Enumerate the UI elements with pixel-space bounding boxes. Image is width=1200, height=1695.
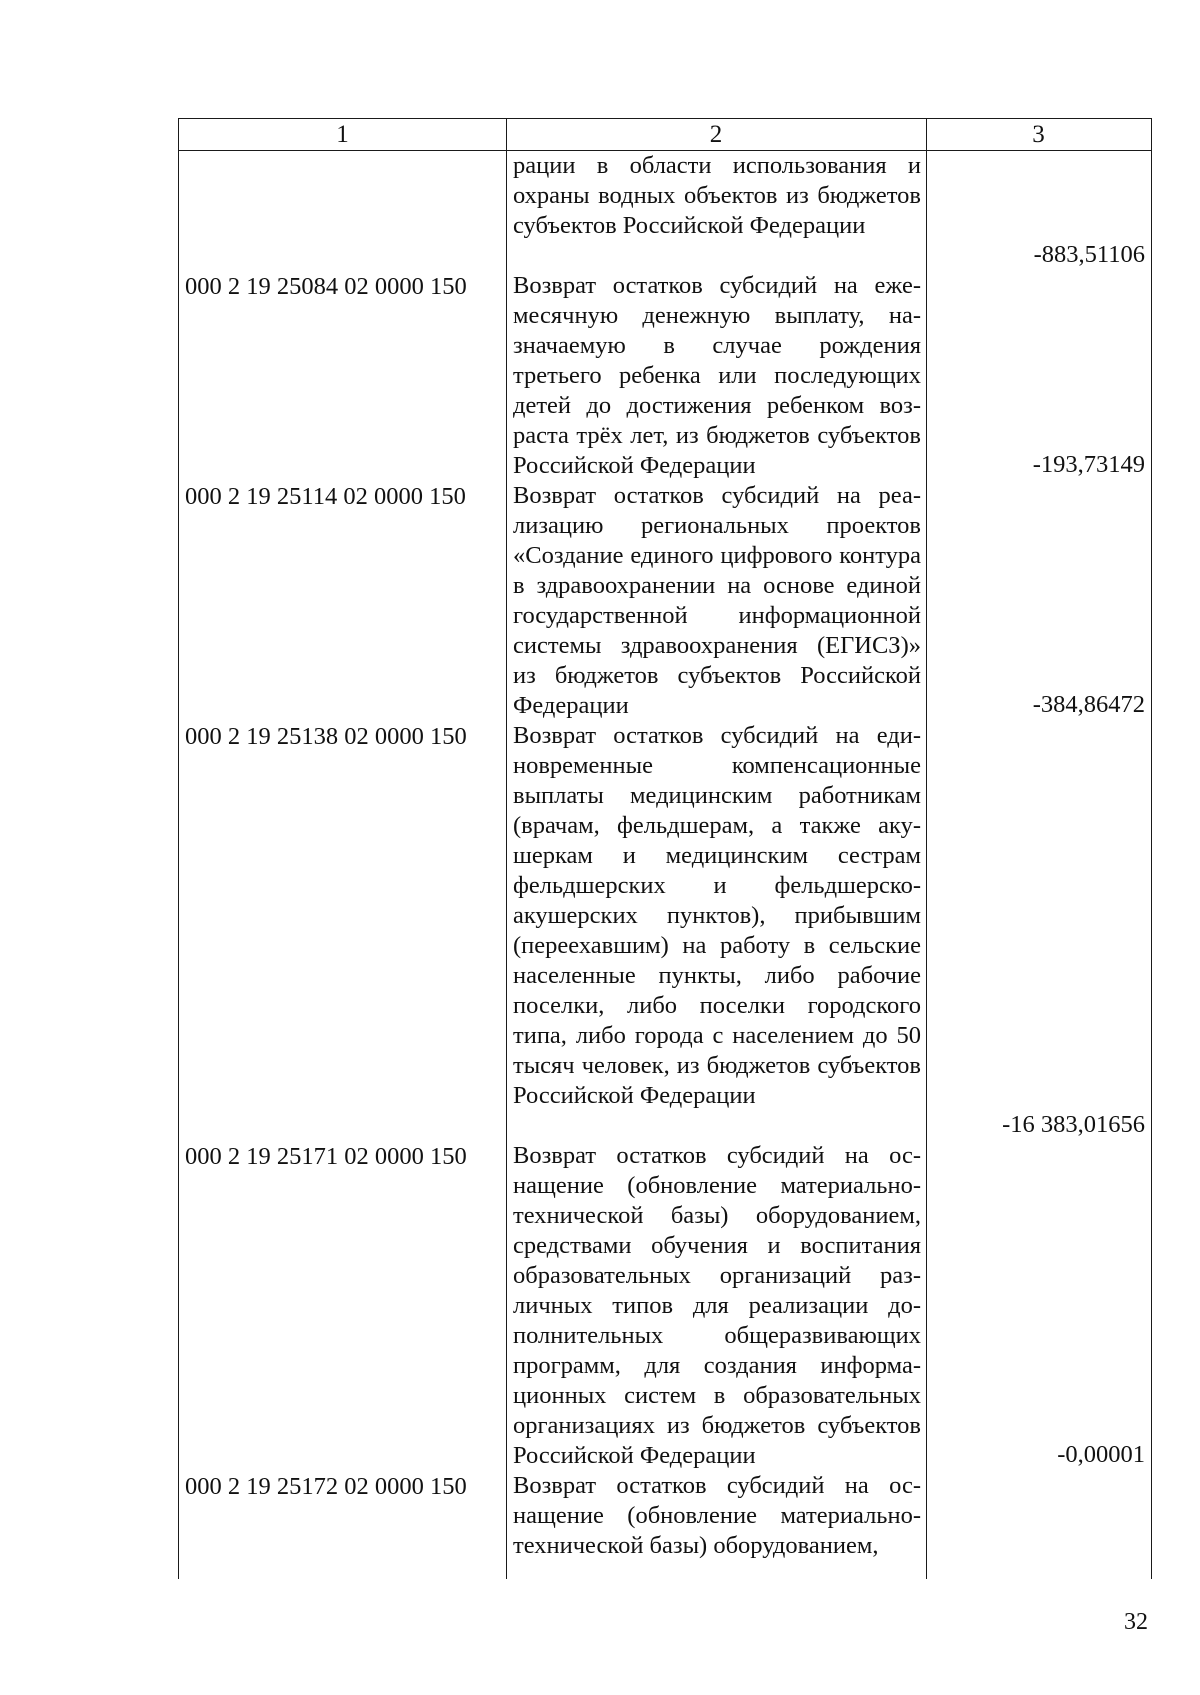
row-code: 000 2 19 25138 02 0000 150 [185,723,467,750]
row-amount: -883,51106 [1033,241,1145,268]
column-header-1: 1 [336,121,349,148]
row-amount: -16 383,01656 [1002,1111,1145,1138]
row-code: 000 2 19 25172 02 0000 150 [185,1473,467,1500]
column-divider-2 [926,119,927,1579]
row-code: 000 2 19 25171 02 0000 150 [185,1143,467,1170]
row-description: Возврат остатков субсидий на реализацию региональных проектов «Создание единого цифрового контура в здравоохранении на основе единой государственной информационной системы здравоохранения (ЕГИСЗ)» из бюджетов субъектов Российской Федерации [513,482,921,719]
budget-table [178,118,1152,1579]
row-code: 000 2 19 25084 02 0000 150 [185,273,467,300]
row-description: Возврат остатков субсидий на оснащение (обновление материально-технической базы) оборудованием, средствами обучения и воспитания образовательных организаций различных типов для реализации дополнительных общеразвивающих программ, для создания информационных систем в образовательных организациях из бюджетов субъектов Российской Федерации [513,1142,921,1469]
row-description: Возврат остатков субсидий на ежемесячную денежную выплату, назначаемую в случае рождения третьего ребенка или последующих детей до достижения ребенком возраста трёх лет, из бюджетов субъектов Российской Федерации [513,272,921,479]
column-divider-1 [506,119,507,1579]
row-description: рации в области использования и охраны водных объектов из бюджетов субъектов Российской Федерации [513,152,921,239]
row-amount: -384,86472 [1032,691,1145,718]
row-code: 000 2 19 25114 02 0000 150 [185,483,466,510]
page-number: 32 [1124,1609,1148,1635]
row-amount: -193,73149 [1032,451,1145,478]
row-description: Возврат остатков субсидий на оснащение (обновление материально-технической базы) оборудованием, [513,1472,921,1559]
table-header-row [179,119,1151,151]
row-amount: -0,00001 [1057,1441,1145,1468]
row-description: Возврат остатков субсидий на единовременные компенсационные выплаты медицинским работникам (врачам, фельдшерам, а также акушеркам и медицинским сестрам фельдшерских и фельдшерско-акушерских пунктов), прибывшим (переехавшим) на работу в сельские населенные пункты, либо рабочие поселки, либо поселки городского типа, либо города с населением до 50 тысяч человек, из бюджетов субъектов Российской Федерации [513,722,921,1109]
column-header-2: 2 [709,121,723,148]
column-header-3: 3 [1032,121,1045,148]
